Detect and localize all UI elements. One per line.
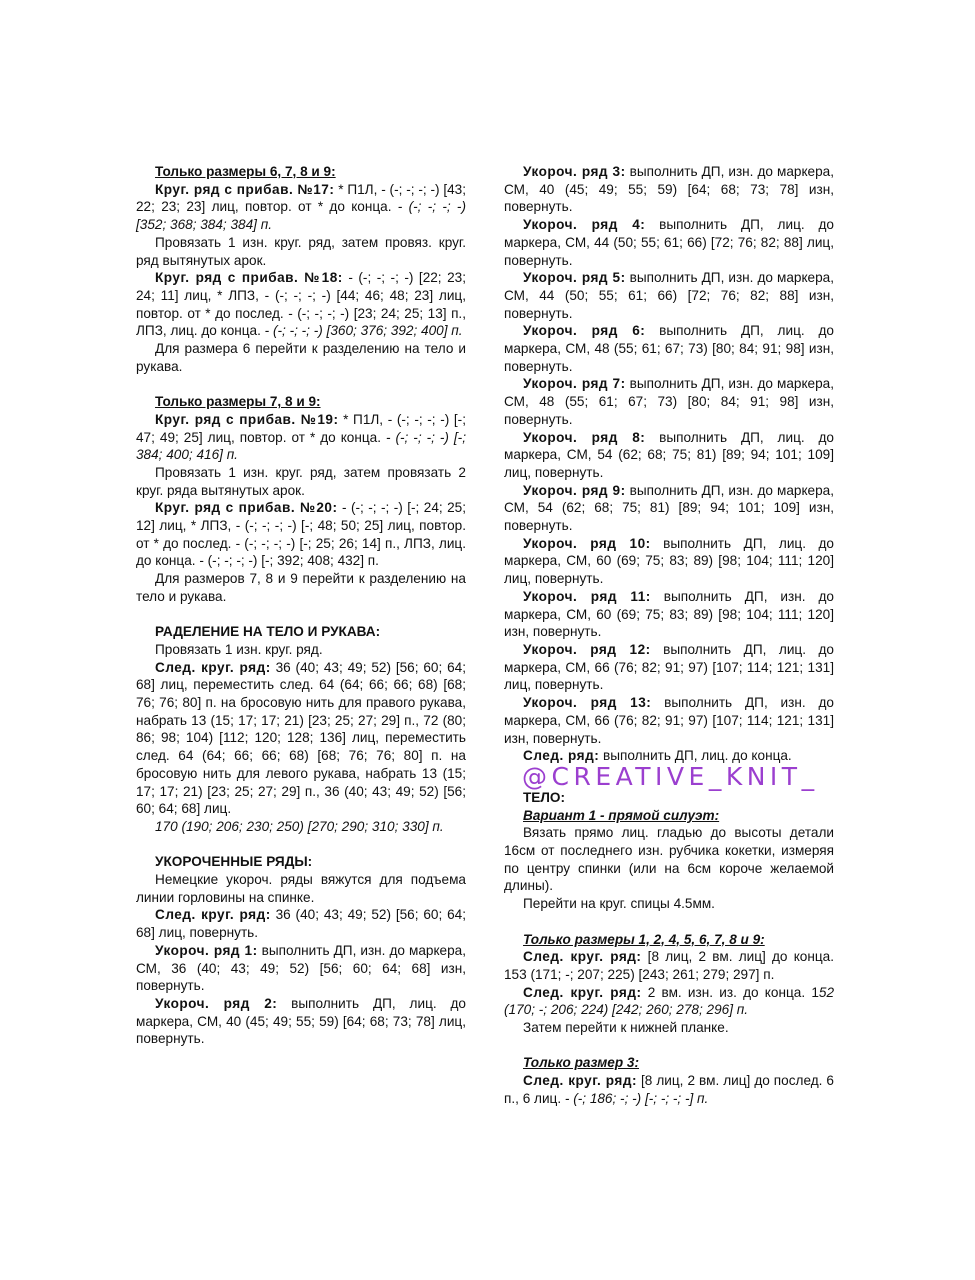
section-heading: УКОРОЧЕННЫЕ РЯДЫ: xyxy=(155,854,313,870)
paragraph: Для размеров 7, 8 и 9 перейти к разделению на тело и рукава. xyxy=(136,571,466,604)
short-row-4: Укороч. ряд 4: выполнить ДП, лиц. до маркера, СМ, 44 (50; 55; 61; 66) [72; 76; 82; 88] лиц, повернуть. xyxy=(504,217,834,268)
short-row-3: Укороч. ряд 3: выполнить ДП, изн. до маркера, СМ, 40 (45; 49; 55; 59) [64; 68; 73; 78] изн, повернуть. xyxy=(504,164,834,215)
paragraph: Провязать 1 изн. круг. ряд. xyxy=(155,641,323,657)
short-row-12: Укороч. ряд 12: выполнить ДП, лиц. до маркера, СМ, 66 (76; 82; 91; 97) [107; 114; 121; 131] лиц, повернуть. xyxy=(504,641,834,693)
stitch-total: 170 (190; 206; 230; 250) [270; 290; 310; 330] п. xyxy=(155,818,444,834)
short-row-9: Укороч. ряд 9: выполнить ДП, изн. до маркера, СМ, 54 (62; 68; 75; 81) [89; 94; 101; 109] изн, повернуть. xyxy=(504,482,834,534)
paragraph: Провязать 1 изн. круг. ряд, затем провязать 2 круг. ряда вытянутых арок. xyxy=(136,464,466,498)
short-row-7: Укороч. ряд 7: выполнить ДП, изн. до маркера, СМ, 48 (55; 61; 67; 73) [80; 84; 91; 98] изн, повернуть. xyxy=(504,376,834,427)
paragraph: Провязать 1 изн. круг. ряд, затем провяз. круг. ряд вытянутых арок. xyxy=(136,234,466,268)
section-heading: Только размеры 1, 2, 4, 5, 6, 7, 8 и 9: xyxy=(523,931,765,947)
right-column xyxy=(504,163,834,1108)
short-row-10: Укороч. ряд 10: выполнить ДП, лиц. до маркера, СМ, 60 (69; 75; 83; 89) [98; 104; 111; 120] лиц, повернуть. xyxy=(504,535,834,587)
short-row-1: Укороч. ряд 1: выполнить ДП, изн. до маркера, СМ, 36 (40; 43; 49; 52) [56; 60; 64; 68] изн, повернуть. xyxy=(136,942,466,994)
paragraph: Для размера 6 перейти к разделению на тело и рукава. xyxy=(136,341,466,374)
short-row-6: Укороч. ряд 6: выполнить ДП, лиц. до маркера, СМ, 48 (55; 61; 67; 73) [80; 84; 91; 98] изн, повернуть. xyxy=(504,323,834,374)
paragraph: Перейти на круг. спицы 4.5мм. xyxy=(523,896,715,912)
row-17-instruction: Круг. ряд с прибав. №17: * П1Л, - (-; -; -; -) [43; 22; 23; 23] лиц, повтор. от * до конца. - (-; -; -; -) [352; 368; 384; 384] п. xyxy=(136,181,466,233)
section-heading: Только размеры 6, 7, 8 и 9: xyxy=(155,164,336,179)
section-heading: Только размеры 7, 8 и 9: xyxy=(155,394,321,410)
section-heading: ТЕЛО: xyxy=(523,789,566,805)
short-row-11: Укороч. ряд 11: выполнить ДП, изн. до маркера, СМ, 60 (69; 75; 83; 89) [98; 104; 111; 120] изн, повернуть. xyxy=(504,588,834,640)
paragraph: Затем перейти к нижней планке. xyxy=(523,1020,729,1036)
row-18-instruction: Круг. ряд с прибав. №18: - (-; -; -; -) [22; 23; 24; 11] лиц, * ЛПЗ, - (-; -; -; -) [44; 46; 48; 23] лиц, повтор. от * до послед. - (-; -; -; -) [23; 24; 25; 13] п., ЛПЗ, лиц. до конца. - (-; -; -; -) [360; 376; 392; 400] п. xyxy=(136,270,466,339)
next-round-instruction: След. круг. ряд: [8 лиц, 2 вм. лиц] до конца. 153 (171; -; 207; 225) [243; 261; 279; 297] п. xyxy=(504,949,834,982)
row-19-instruction: Круг. ряд с прибав. №19: * П1Л, - (-; -; -; -) [-; 47; 49; 25] лиц, повтор. от * до конца. - (-; -; -; -) [-; 384; 400; 416] п. xyxy=(136,411,466,463)
watermark-handle: @CREATIVE_KNIT_ xyxy=(522,761,819,791)
next-round-instruction: След. круг. ряд: 2 вм. изн. из. до конца. 152 (170; -; 206; 224) [242; 260; 278; 296] п. xyxy=(504,984,835,1018)
short-row-5: Укороч. ряд 5: выполнить ДП, изн. до маркера, СМ, 44 (50; 55; 61; 66) [72; 76; 82; 88] изн, повернуть. xyxy=(504,270,834,321)
next-round-instruction: След. круг. ряд: 36 (40; 43; 49; 52) [56; 60; 64; 68] лиц, переместить след. 64 (64; 66; 66; 68) [68; 76; 76; 80] п. на бросовую нить для правого рукава, набрать 13 (15; 17; 17; 21) [23; 25; 27; 29] п., 72 (80; 86; 98; 104) [112; 120; 128; 136] лиц, переместить след. 64 (64; 66; 66; 68) [68; 76; 76; 80] п. на бросовую нить для левого рукава, набрать 13 (15; 17; 17; 21) [23; 25; 27; 29] п., 36 (40; 43; 49; 52) [56; 60; 64; 68] лиц. xyxy=(136,659,467,817)
row-20-instruction: Круг. ряд с прибав. №20: - (-; -; -; -) [-; 24; 25; 12] лиц, * ЛПЗ, - (-; -; -; -) [-; 48; 50; 25] лиц, повтор. от * до послед. - (-; -; -; -) [-; 25; 26; 14] п., ЛПЗ, лиц. до конца. - (-; -; -; -) [-; 392; 408; 432] п. xyxy=(136,500,466,569)
paragraph: Немецкие укороч. ряды вяжутся для подъема линии горловины на спинке. xyxy=(136,872,466,905)
variant-heading: Вариант 1 - прямой силуэт: xyxy=(523,807,720,823)
short-row-13: Укороч. ряд 13: выполнить ДП, изн. до маркера, СМ, 66 (76; 82; 91; 97) [107; 114; 121; 131] изн, повернуть. xyxy=(504,695,834,746)
short-row-8: Укороч. ряд 8: выполнить ДП, лиц. до маркера, СМ, 54 (62; 68; 75; 81) [89; 94; 101; 109] лиц, повернуть. xyxy=(504,429,834,480)
section-heading: Только размер 3: xyxy=(523,1055,639,1071)
section-heading: РАДЕЛЕНИЕ НА ТЕЛО И РУКАВА: xyxy=(155,624,381,640)
short-row-2: Укороч. ряд 2: выполнить ДП, лиц. до маркера, СМ, 40 (45; 49; 55; 59) [64; 68; 73; 78] лиц, повернуть. xyxy=(136,996,466,1047)
next-round-instruction: След. круг. ряд: [8 лиц, 2 вм. лиц] до послед. 6 п., 6 лиц. - (-; 186; -; -) [-; -; -; -] п. xyxy=(504,1073,834,1106)
paragraph: Вязать прямо лиц. гладью до высоты детали 16см от последнего изн. рубчика кокетки, измеряя по центру спинки (или на 6см короче желаемой длины). xyxy=(504,825,834,894)
next-row-instruction: След. ряд: выполнить ДП, лиц. до конца. xyxy=(523,748,792,764)
left-column xyxy=(136,163,466,1048)
next-round-instruction: След. круг. ряд: 36 (40; 43; 49; 52) [56; 60; 64; 68] лиц, повернуть. xyxy=(136,907,467,941)
